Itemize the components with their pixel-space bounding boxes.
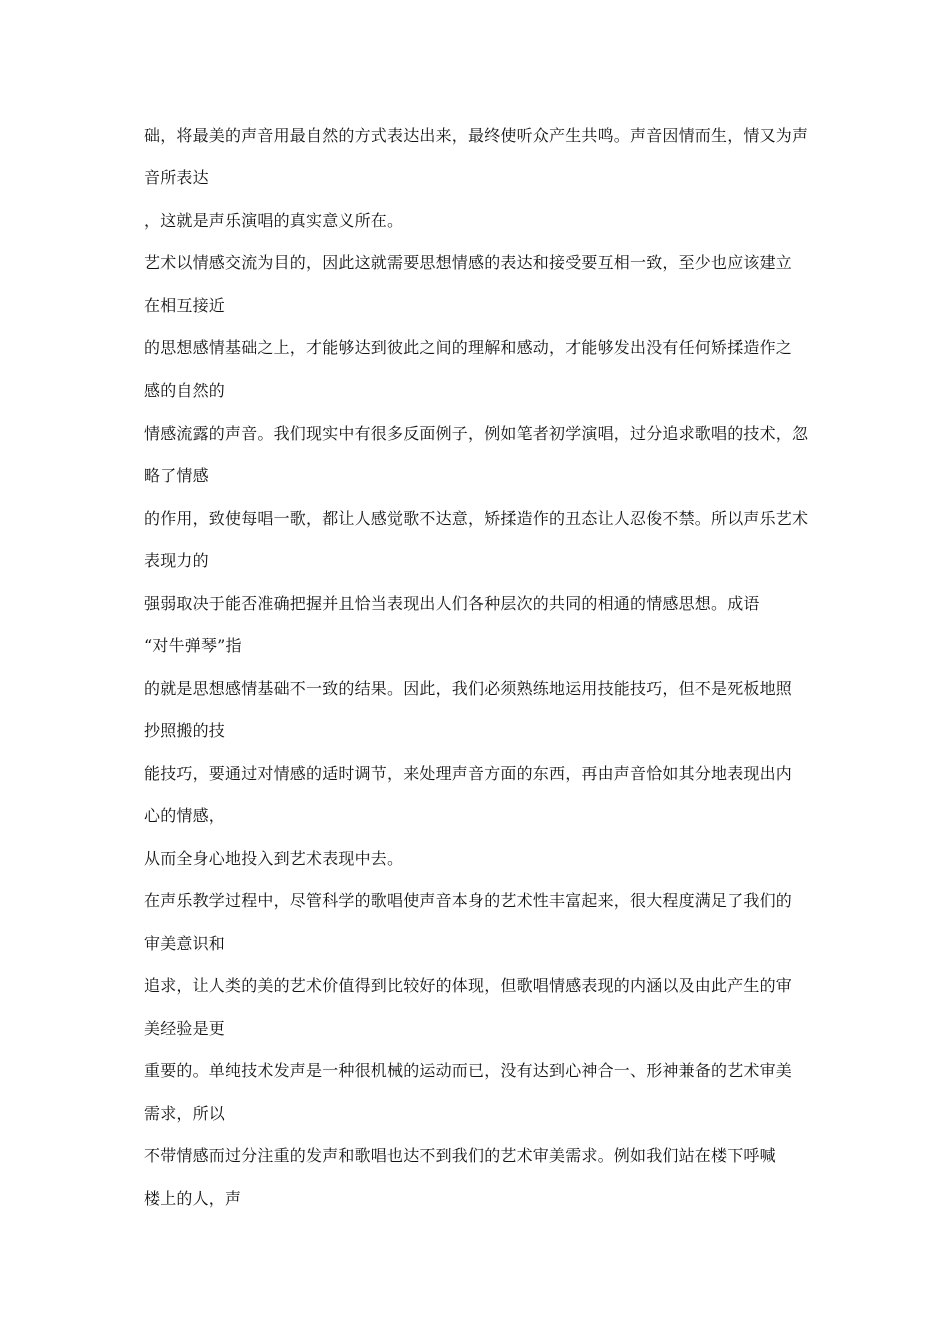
text-line: 美经验是更 bbox=[144, 1019, 226, 1038]
text-line: 能技巧，要通过对情感的适时调节，来处理声音方面的东西，再由声音恰如其分地表现出内 bbox=[144, 764, 793, 783]
text-line: 抄照搬的技 bbox=[144, 721, 226, 740]
text-line: “对牛弹琴”指 bbox=[144, 636, 242, 655]
text-line: 心的情感， bbox=[144, 806, 226, 825]
text-line: 情感流露的声音。我们现实中有很多反面例子，例如笔者初学演唱，过分追求歌唱的技术，忽 bbox=[144, 424, 809, 443]
text-line: 审美意识和 bbox=[144, 934, 226, 953]
text-line: 感的自然的 bbox=[144, 381, 226, 400]
text-line: 需求，所以 bbox=[144, 1104, 226, 1123]
text-line: 艺术以情感交流为目的，因此这就需要思想情感的表达和接受要互相一致，至少也应该建立 bbox=[144, 253, 793, 272]
text-line: 音所表达 bbox=[144, 168, 209, 187]
text-line: 从而全身心地投入到艺术表现中去。 bbox=[144, 849, 404, 868]
text-line: 表现力的 bbox=[144, 551, 209, 570]
text-line: 的思想感情基础之上，才能够达到彼此之间的理解和感动，才能够发出没有任何矫揉造作之 bbox=[144, 338, 793, 357]
text-line: 重要的。单纯技术发声是一种很机械的运动而已，没有达到心神合一、形神兼备的艺术审美 bbox=[144, 1061, 793, 1080]
text-line: 略了情感 bbox=[144, 466, 209, 485]
text-line: 强弱取决于能否准确把握并且恰当表现出人们各种层次的共同的相通的情感思想。成语 bbox=[144, 594, 760, 613]
text-line: ，这就是声乐演唱的真实意义所在。 bbox=[144, 211, 404, 230]
text-line: 追求，让人类的美的艺术价值得到比较好的体现，但歌唱情感表现的内涵以及由此产生的审 bbox=[144, 976, 793, 995]
text-line: 的作用，致使每唱一歌，都让人感觉歌不达意，矫揉造作的丑态让人忍俊不禁。所以声乐艺术 bbox=[144, 509, 809, 528]
text-line: 在相互接近 bbox=[144, 296, 226, 315]
text-line: 不带情感而过分注重的发声和歌唱也达不到我们的艺术审美需求。例如我们站在楼下呼喊 bbox=[144, 1146, 776, 1165]
text-line: 在声乐教学过程中，尽管科学的歌唱使声音本身的艺术性丰富起来，很大程度满足了我们的 bbox=[144, 891, 793, 910]
text-line: 楼上的人，声 bbox=[144, 1189, 242, 1208]
text-line: 的就是思想感情基础不一致的结果。因此，我们必须熟练地运用技能技巧，但不是死板地照 bbox=[144, 679, 793, 698]
text-line: 础，将最美的声音用最自然的方式表达出来，最终使听众产生共鸣。声音因情而生，情又为声 bbox=[144, 126, 809, 145]
